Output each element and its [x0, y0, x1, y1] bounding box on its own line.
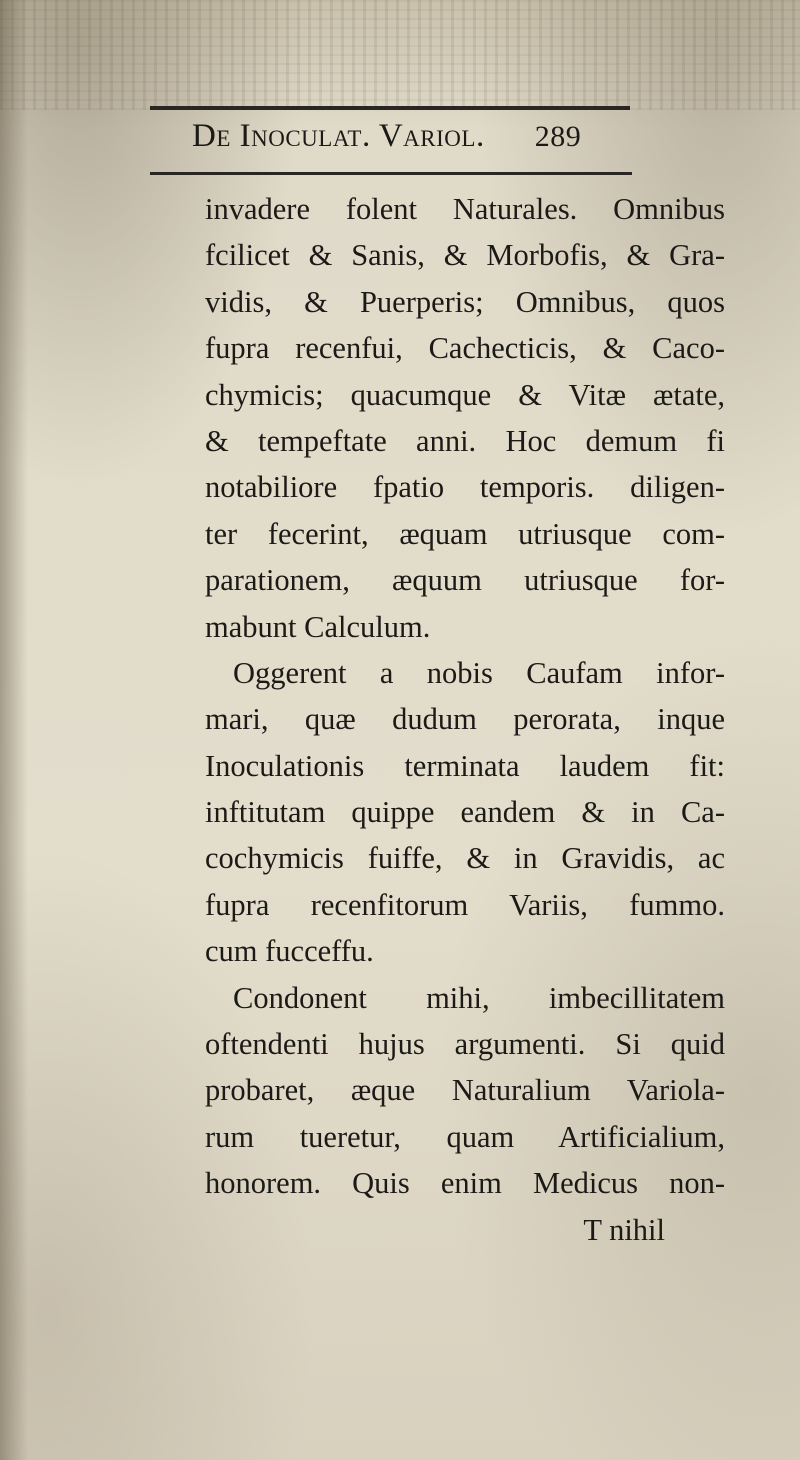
text-line: ter fecerint, æquam utriusque com- — [205, 516, 725, 551]
text-line: honorem. Quis enim Medicus non- — [205, 1166, 725, 1201]
text-line: fcilicet & Sanis, & Morbofis, & Gra- — [205, 238, 725, 273]
text-line: chymicis; quacumque & Vitæ ætate, — [205, 377, 725, 412]
text-line: oftendenti hujus argumenti. Si quid — [205, 1027, 725, 1062]
text-line: invadere folent Naturales. Omnibus — [205, 192, 725, 226]
text-line: mari, quæ dudum perorata, inque — [205, 702, 725, 737]
header-rule-top — [150, 106, 630, 110]
text-line: rum tueretur, quam Artificialium, — [205, 1119, 725, 1154]
text-line: fupra recenfui, Cachecticis, & Caco- — [205, 331, 725, 366]
scan-noise — [0, 0, 800, 110]
text-line: cum fucceffu. — [205, 934, 374, 969]
text-line: & tempeftate anni. Hoc demum fi — [205, 423, 725, 458]
text-line: vidis, & Puerperis; Omnibus, quos — [205, 284, 725, 319]
text-line: Inoculationis terminata laudem fit: — [205, 748, 725, 783]
text-line: mabunt Calculum. — [205, 609, 431, 644]
text-line: inftitutam quippe eandem & in Ca- — [205, 795, 725, 830]
text-line: fupra recenfitorum Variis, fummo. — [205, 887, 725, 922]
running-head — [192, 118, 662, 166]
text-line: notabiliore fpatio temporis. diligen- — [205, 470, 725, 505]
page-gutter-shadow — [0, 0, 28, 1460]
paragraph-start: Condonent mihi, imbecillitatem — [233, 980, 725, 1015]
page-number: 289 — [534, 120, 582, 153]
paragraph-start: Oggerent a nobis Caufam infor- — [233, 655, 725, 690]
body-text — [205, 186, 725, 1253]
running-head-title: De Inoculat. Variol. — [192, 118, 485, 154]
text-line: parationem, æquum utriusque for- — [205, 563, 725, 598]
text-line: probaret, æque Naturalium Variola- — [205, 1073, 725, 1108]
signature-and-catchword: T nihil — [583, 1212, 665, 1247]
text-line: cochymicis fuiffe, & in Gravidis, ac — [205, 841, 725, 876]
header-rule-bottom — [150, 172, 632, 175]
